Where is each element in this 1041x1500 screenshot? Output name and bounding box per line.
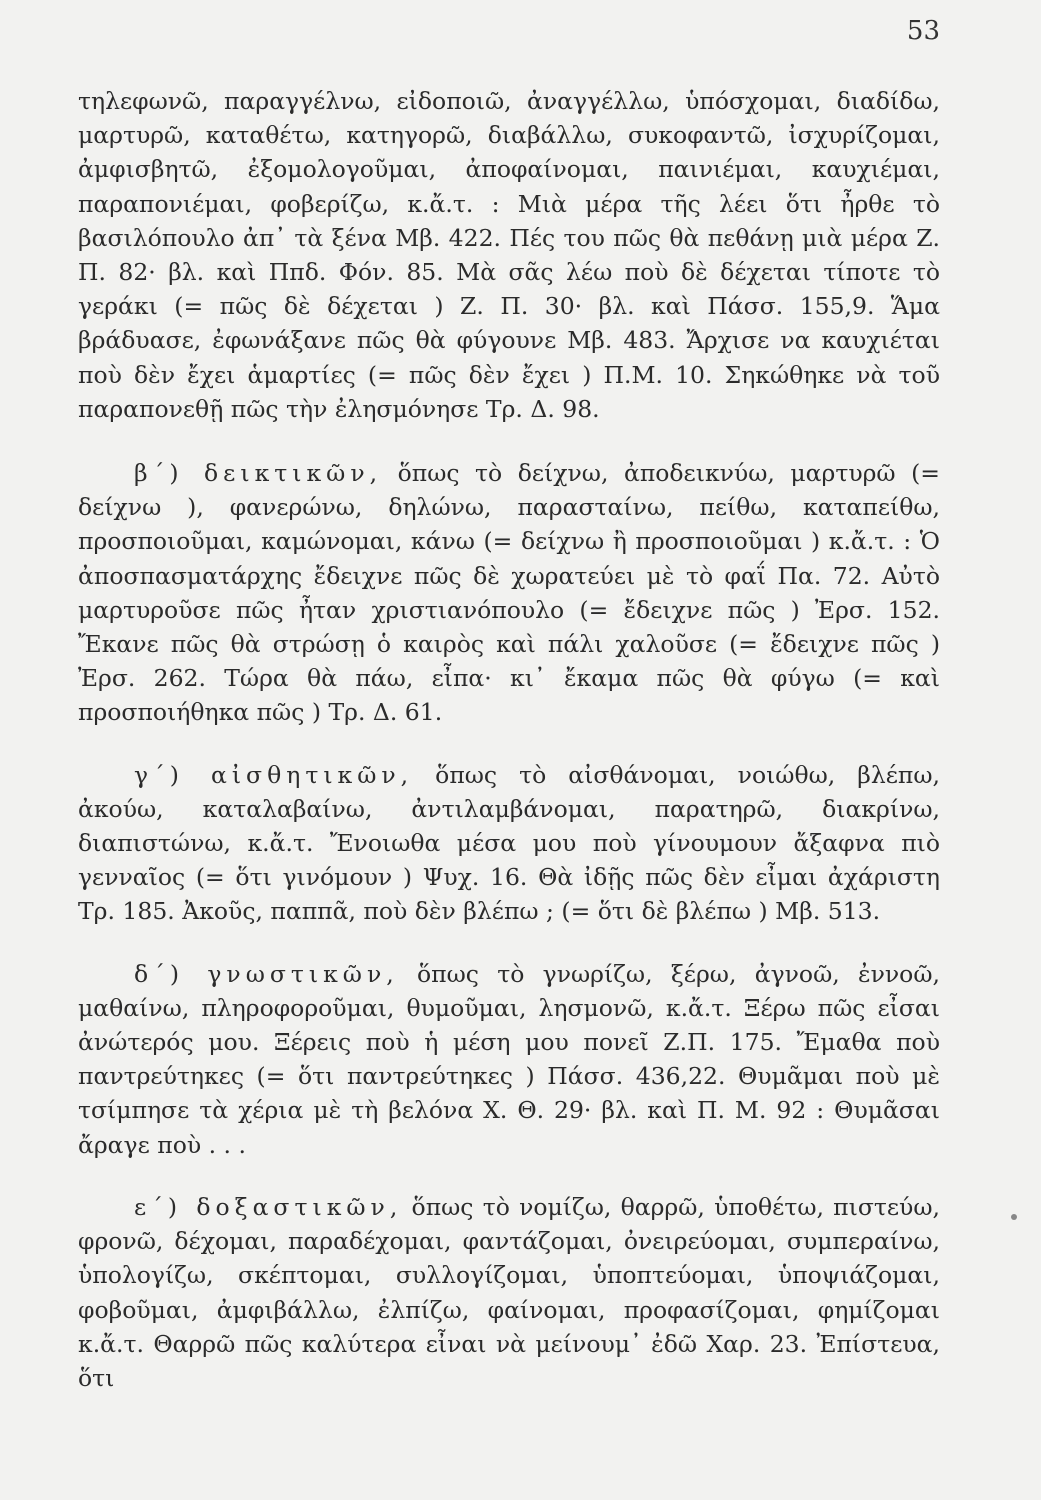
section-heading: β΄) δεικτικῶν,: [134, 459, 383, 488]
paragraph-text: ὅπως τὸ αἰσθάνομαι, νοιώθω, βλέπω, ἀκούω, καταλαβαίνω, ἀντιλαμβάνομαι, παρατηρῶ, διακρίνω, διαπιστώνω, κ.ἄ.τ. Ἔνοιωθα μέσα μου ποὺ γίνουμουν ἄξαφνα πιὸ γενναῖος (= ὅτι γινόμουν ) Ψυχ. 16. Θὰ ἰδῇς πῶς δὲν εἶμαι ἀχάριστη Τρ. 185. Ἀκοῦς, παππᾶ, ποὺ δὲν βλέπω ; (= ὅτι δὲ βλέπω ) Μβ. 513.: [78, 760, 940, 926]
paragraph-text: ὅπως τὸ νομίζω, θαρρῶ, ὑποθέτω, πιστεύω, φρονῶ, δέχομαι, παραδέχομαι, φαντάζομαι, ὀνειρεύομαι, συμπεραίνω, ὑπολογίζω, σκέπτομαι, συλλογίζομαι, ὑποπτεύομαι, ὑποψιάζομαι, φοβοῦμαι, ἀμφιβάλλω, ἐλπίζω, φαίνομαι, προφασίζομαι, φημίζομαι κ.ἄ.τ. Θαρρῶ πῶς καλύτερα εἶναι νὰ μείνουμ᾽ ἐδῶ Χαρ. 23. Ἐπίστευα, ὅτι: [78, 1192, 940, 1392]
paragraph-gamma: [78, 758, 940, 929]
section-heading: δ΄) γνωστικῶν,: [134, 959, 399, 988]
paragraph-text: ὅπως τὸ δείχνω, ἀποδεικνύω, μαρτυρῶ (= δείχνω ), φανερώνω, δηλώνω, παρασταίνω, πείθω, καταπείθω, προσποιοῦμαι, καμώνομαι, κάνω (= δείχνω ἢ προσποιοῦμαι ) κ.ἄ.τ. : Ὁ ἀποσπασματάρχης ἔδειχνε πῶς δὲ χωρατεύει μὲ τὸ φαΐ Πα. 72. Αὐτὸ μαρτυροῦσε πῶς ἦταν χριστιανόπουλο (= ἔδειχνε πῶς ) Ἐρσ. 152. Ἔκανε πῶς θὰ στρώσῃ ὁ καιρὸς καὶ πάλι χαλοῦσε (= ἔδειχνε πῶς ) Ἐρσ. 262. Τώρα θὰ πάω, εἶπα· κι᾽ ἔκαμα πῶς θὰ φύγω (= καὶ προσποιήθηκα πῶς ) Τρ. Δ. 61.: [78, 459, 940, 727]
section-heading: ε΄) δοξαστικῶν,: [134, 1192, 403, 1221]
page-number: 53: [906, 16, 940, 46]
paragraph-intro: [78, 84, 940, 426]
paragraph-delta: [78, 957, 940, 1162]
paragraph-text: ὅπως τὸ γνωρίζω, ξέρω, ἀγνοῶ, ἐννοῶ, μαθαίνω, πληροφοροῦμαι, θυμοῦμαι, λησμονῶ, κ.ἄ.τ. Ξέρω πῶς εἶσαι ἀνώτερός μου. Ξέρεις ποὺ ἡ μέση μου πονεῖ Ζ.Π. 175. Ἔμαθα ποὺ παντρεύτηκες (= ὅτι παντρεύτηκες ) Πάσσ. 436,22. Θυμᾶμαι ποὺ μὲ τσίμπησε τὰ χέρια μὲ τὴ βελόνα Χ. Θ. 29· βλ. καὶ Π. Μ. 92 : Θυμᾶσαι ἄραγε ποὺ . . .: [78, 959, 940, 1159]
page-body: [78, 84, 940, 1423]
ink-dot: [1011, 1214, 1017, 1220]
paragraph-text: τηλεφωνῶ, παραγγέλνω, εἰδοποιῶ, ἀναγγέλλω, ὑπόσχομαι, διαδίδω, μαρτυρῶ, καταθέτω, κατηγορῶ, διαβάλλω, συκοφαντῶ, ἰσχυρίζομαι, ἀμφισβητῶ, ἐξομολογοῦμαι, ἀποφαίνομαι, παινιέμαι, καυχιέμαι, παραπονιέμαι, φοβερίζω, κ.ἄ.τ. : Μιὰ μέρα τῆς λέει ὅτι ἦρθε τὸ βασιλόπουλο ἀπ᾽ τὰ ξένα Μβ. 422. Πές του πῶς θὰ πεθάνῃ μιὰ μέρα Ζ. Π. 82· βλ. καὶ Ππδ. Φόν. 85. Μὰ σᾶς λέω ποὺ δὲ δέχεται τίποτε τὸ γεράκι (= πῶς δὲ δέχεται ) Ζ. Π. 30· βλ. καὶ Πάσσ. 155,9. Ἅμα βράδυασε, ἐφωνάξανε πῶς θὰ φύγουνε Μβ. 483. Ἄρχισε να καυχιέται ποὺ δὲν ἔχει ἁμαρτίες (= πῶς δὲν ἔχει ) Π.Μ. 10. Σηκώθηκε νὰ τοῦ παραπονεθῇ πῶς τὴν ἐλησμόνησε Τρ. Δ. 98.: [78, 87, 940, 423]
paragraph-epsilon: [78, 1190, 940, 1395]
section-heading: γ΄) αἰσθητικῶν,: [134, 760, 414, 789]
paragraph-beta: [78, 456, 940, 730]
